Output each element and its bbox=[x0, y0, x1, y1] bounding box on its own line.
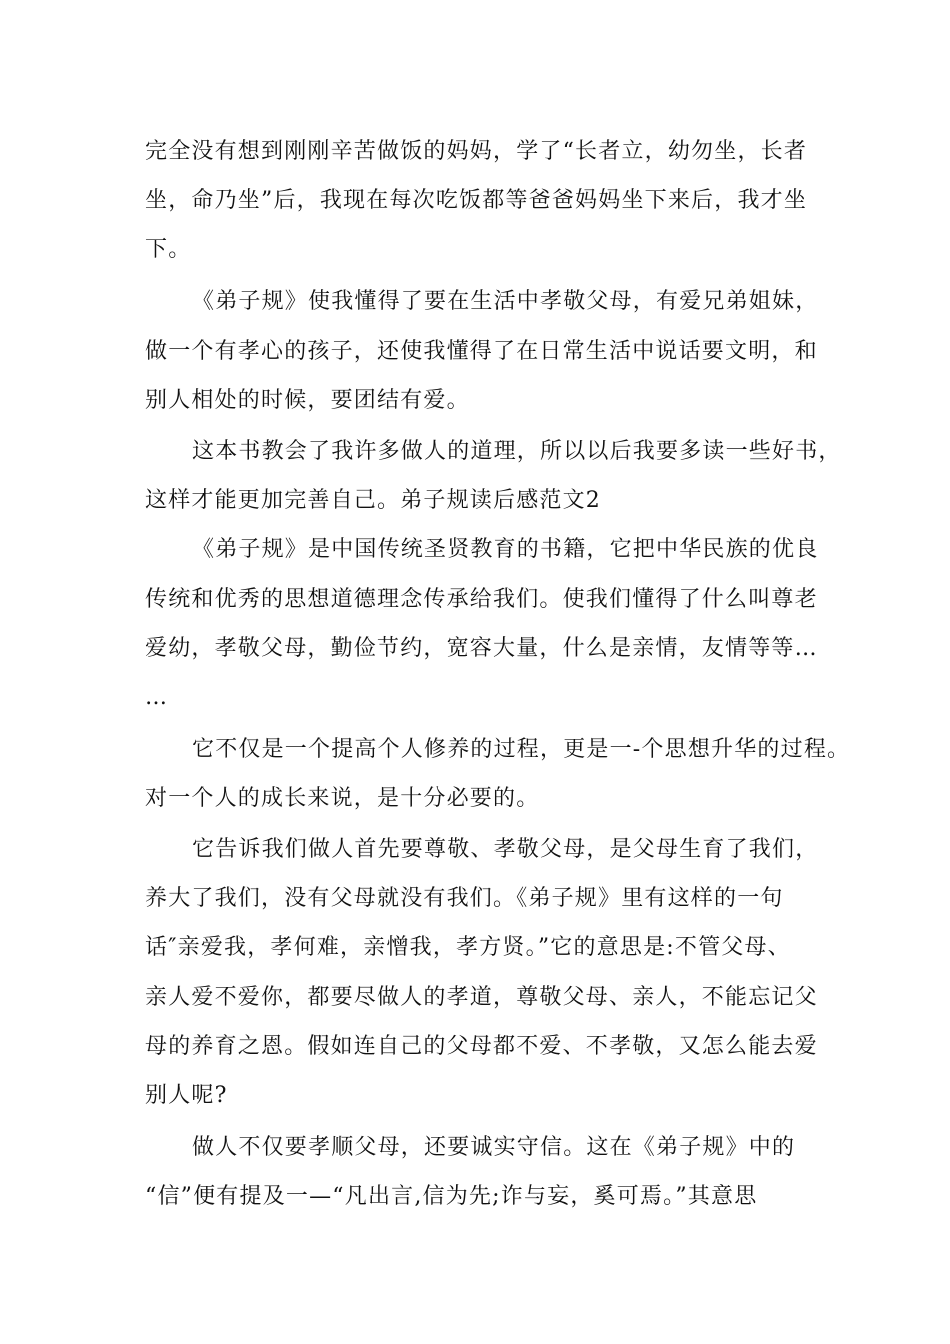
text-line: … bbox=[145, 685, 169, 710]
text-line: 话″亲爱我，孝何难，亲憎我，孝方贤。”它的意思是:不管父母、 bbox=[145, 935, 791, 960]
text-line: 亲人爱不爱你，都要尽做人的孝道，尊敬父母、亲人，不能忘记父 bbox=[145, 985, 818, 1010]
text-line: 完全没有想到刚刚辛苦做饭的妈妈，学了“长者立，幼勿坐，长者 bbox=[145, 139, 808, 164]
text-line: 下。 bbox=[145, 237, 192, 262]
text-line: 对一个人的成长来说，是十分必要的。 bbox=[145, 786, 540, 811]
text-line: 这样才能更加完善自己。弟子规读后感范文2 bbox=[145, 488, 601, 513]
text-line: 坐，命乃坐”后，我现在每次吃饭都等爸爸妈妈坐下来后，我才坐 bbox=[145, 188, 808, 213]
text-line: 别人呢? bbox=[145, 1083, 228, 1108]
text-line: 母的养育之恩。假如连自己的父母都不爱、不孝敬，又怎么能去爱 bbox=[145, 1034, 818, 1059]
text-line: 《弟子规》使我懂得了要在生活中孝敬父母，有爱兄弟姐妹， bbox=[192, 289, 819, 314]
text-line: 它告诉我们做人首先要尊敬、孝敬父母，是父母生育了我们， bbox=[192, 837, 819, 862]
text-line: 做人不仅要孝顺父母，还要诚实守信。这在《弟子规》中的 bbox=[192, 1135, 796, 1160]
text-line: 《弟子规》是中国传统圣贤教育的书籍，它把中华民族的优良 bbox=[192, 537, 819, 562]
text-line: 爱幼，孝敬父母，勤俭节约，宽容大量，什么是亲情，友情等等… bbox=[145, 636, 818, 661]
text-line: “信”便有提及一—“凡出言,信为先;诈与妄，奚可焉。”其意思 bbox=[145, 1184, 758, 1209]
text-line: 这本书教会了我许多做人的道理，所以以后我要多读一些好书， bbox=[192, 439, 842, 464]
text-line: 别人相处的时候，要团结有爱。 bbox=[145, 388, 470, 413]
text-line: 它不仅是一个提高个人修养的过程，更是一-个思想升华的过程。 bbox=[192, 737, 851, 762]
text-line: 传统和优秀的思想道德理念传承给我们。使我们懂得了什么叫尊老 bbox=[145, 587, 818, 612]
text-line: 养大了我们，没有父母就没有我们。《弟子规》里有这样的一句 bbox=[145, 886, 784, 911]
text-line: 做一个有孝心的孩子，还使我懂得了在日常生活中说话要文明，和 bbox=[145, 339, 818, 364]
